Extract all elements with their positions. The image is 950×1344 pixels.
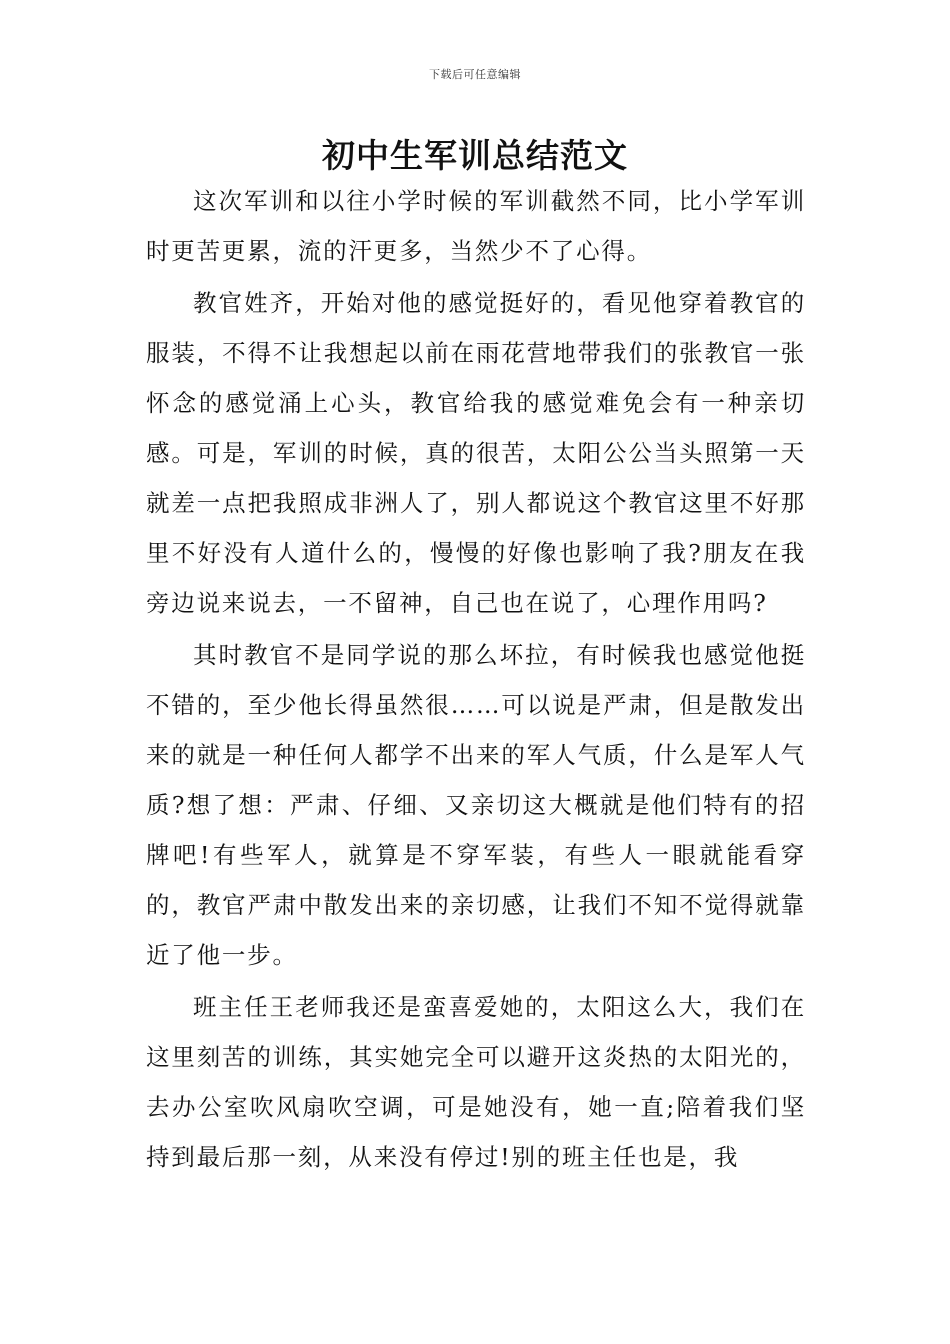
document-body (146, 176, 806, 1182)
paragraph-4: 班主任王老师我还是蛮喜爱她的，太阳这么大，我们在这里刻苦的训练，其实她完全可以避开这炎热的太阳光的，去办公室吹风扇吹空调，可是她没有，她一直;陪着我们坚持到最后那一刻，从来没有停过!别的班主任也是，我 (146, 993, 806, 1171)
paragraph-1: 这次军训和以往小学时候的军训截然不同，比小学军训时更苦更累，流的汗更多，当然少不了心得。 (146, 187, 806, 265)
document-title: 初中生军训总结范文 (322, 136, 628, 175)
paragraph-2: 教官姓齐，开始对他的感觉挺好的，看见他穿着教官的服装，不得不让我想起以前在雨花营地带我们的张教官一张怀念的感觉涌上心头，教官给我的感觉难免会有一种亲切感。可是，军训的时候，真的很苦，太阳公公当头照第一天就差一点把我照成非洲人了，别人都说这个教官这里不好那里不好没有人道什么的，慢慢的好像也影响了我?朋友在我旁边说来说去，一不留神，自己也在说了，心理作用吗? (146, 289, 806, 617)
header-note: 下载后可任意编辑 (429, 68, 521, 81)
paragraph-3: 其时教官不是同学说的那么坏拉，有时候我也感觉他挺不错的，至少他长得虽然很……可以说是严肃，但是散发出来的就是一种任何人都学不出来的军人气质，什么是军人气质?想了想：严肃、仔细、又亲切这大概就是他们特有的招牌吧!有些军人，就算是不穿军装，有些人一眼就能看穿的，教官严肃中散发出来的亲切感，让我们不知不觉得就靠近了他一步。 (146, 641, 806, 969)
